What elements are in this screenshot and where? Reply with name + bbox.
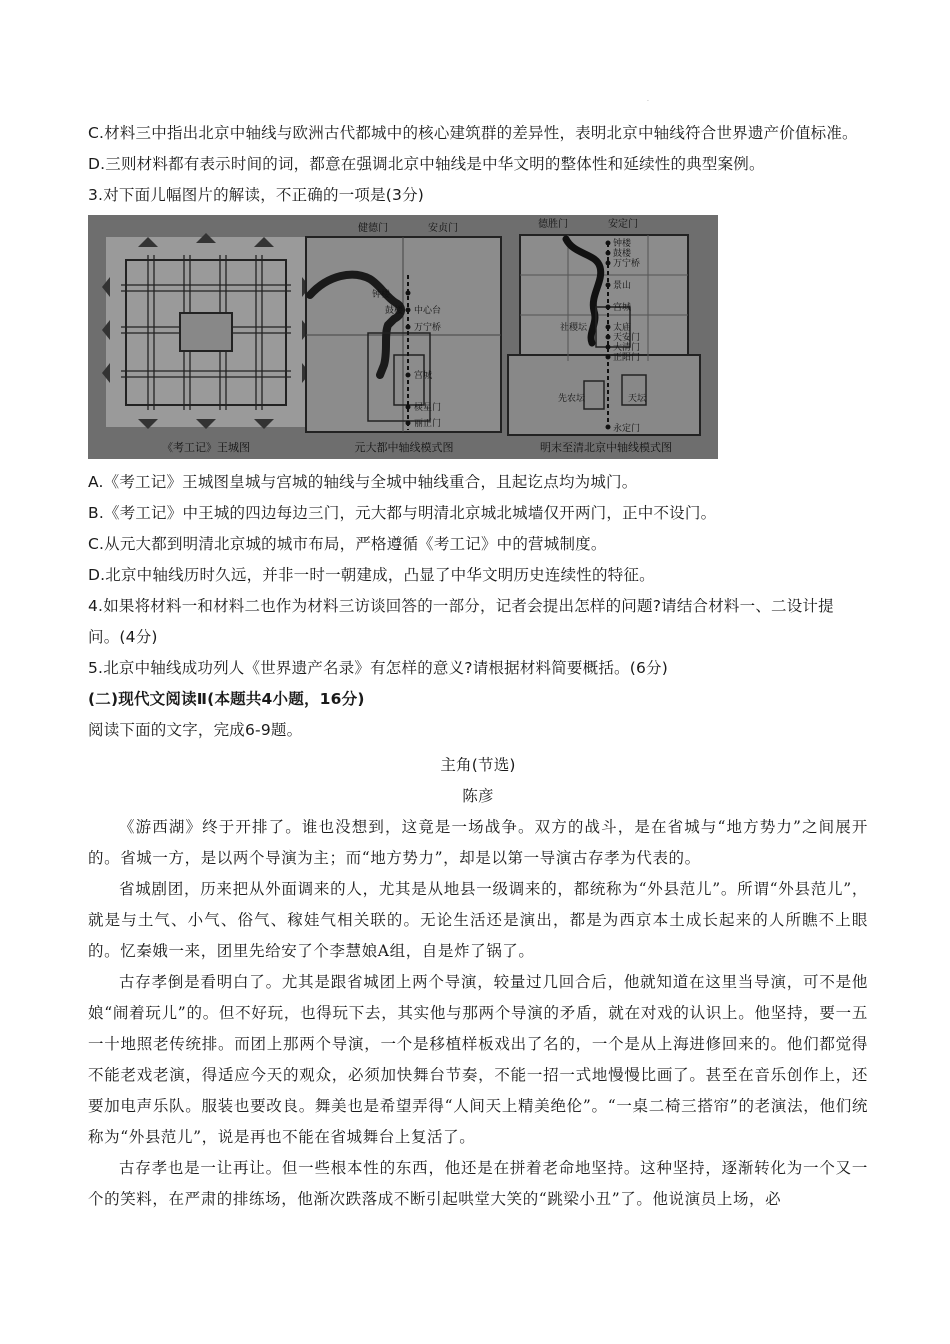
- ming-bell-tower: 钟楼: [613, 239, 632, 249]
- yuan-drum-tower: 鼓楼: [385, 306, 404, 316]
- ming-tiananmen: 天安门: [613, 333, 641, 343]
- ming-jingshan: 景山: [613, 281, 632, 291]
- yuan-lingxing-gate: 棂星门: [414, 403, 442, 413]
- q2-option-d: D.三则材料都有表示时间的词，都意在强调北京中轴线是中华文明的整体性和延续性的典型案例。: [88, 155, 765, 173]
- passage-title: 主角(节选): [440, 756, 516, 774]
- ming-taimiao: 太庙: [613, 323, 632, 333]
- yuan-bell-tower: 钟楼: [372, 290, 391, 300]
- q3-option-d: D.北京中轴线历时久远，并非一时一朝建成，凸显了中华文明历史连续性的特征。: [88, 566, 655, 584]
- ming-daqing-gate: 大清门: [613, 343, 641, 353]
- question-5: 5.北京中轴线成功列人《世界遗产名录》有怎样的意义?请根据材料简要概括。(6分): [88, 659, 668, 677]
- ming-gate-desheng: 德胜门: [538, 219, 568, 230]
- q2-option-c: C.材料三中指出北京中轴线与欧洲古代都城中的核心建筑群的差异性，表明北京中轴线符合世界遗产价值标准。: [88, 124, 858, 142]
- section-2-heading: (二)现代文阅读Ⅱ(本题共4小题，16分): [88, 690, 365, 708]
- q3-option-b: B.《考工记》中王城的四边每边三门，元大都与明清北京城北城墙仅开两门，正中不设门。: [88, 504, 717, 522]
- ming-tiantan: 天坛: [628, 394, 647, 404]
- ming-xiannong-altar: 先农坛: [558, 394, 586, 404]
- passage-paragraph: 古存孝也是一让再让。但一些根本性的东西，他还是在拼着老命地坚持。这种坚持，逐渐转化为一个又一个的笑料，在严肃的排练场，他渐次跌落成不断引起哄堂大笑的“跳梁小丑”了。他说演员上场，必: [88, 1159, 868, 1208]
- passage-author: 陈彦: [462, 787, 494, 805]
- yuan-gate-anzhen: 安贞门: [428, 223, 458, 234]
- reading-instruction: 阅读下面的文字，完成6-9题。: [88, 721, 303, 739]
- ming-drum-tower: 鼓楼: [613, 249, 632, 259]
- ming-gate-anding: 安定门: [608, 219, 638, 230]
- ming-wanning-bridge: 万宁桥: [613, 259, 641, 269]
- ming-sheji-altar: 社稷坛: [560, 323, 588, 333]
- yuan-gate-jiande: 健德门: [358, 223, 388, 234]
- passage-paragraph: 省城剧团，历来把从外面调来的人，尤其是从地县一级调来的，都统称为“外县范儿”。所谓“外县范儿”，就是与土气、小气、俗气、稼娃气相关联的。无论生活还是演出，都是为西京本土成长起来的人所瞧不上眼的。忆秦娥一来，团里先给安了个李慧娘A组，自是炸了锅了。: [88, 880, 868, 960]
- passage-paragraph: 《游西湖》终于开排了。谁也没想到，这竟是一场战争。双方的战斗，是在省城与“地方势力”之间展开的。省城一方，是以两个导演为主；而“地方势力”，却是以第一导演古存孝为代表的。: [88, 818, 868, 867]
- question-4: 4.如果将材料一和材料二也作为材料三访谈回答的一部分，记者会提出怎样的问题?请结合材料一、二设计提问。(4分): [88, 597, 834, 646]
- passage-paragraph: 古存孝倒是看明白了。尤其是跟省城团上两个导演，较量过几回合后，他就知道在这里当导演，可不是他娘“闹着玩儿”的。但不好玩，也得玩下去，其实他与那两个导演的矛盾，就在对戏的认识上。他坚持，要一五一十地照老传统排。而团上那两个导演，一个是移植样板戏出了名的，一个是从上海进修回来的。他们都觉得不能老戏老演，得适应今天的观众，必须加快舞台节奏，不能一招一式地慢慢比画了。甚至在音乐创作上，还要加电声乐队。服装也要改良。舞美也是希望弄得“人间天上精美绝伦”。“一桌二椅三搭帘”的老演法，他们统称为“外县范儿”，说是再也不能在省城舞台上复活了。: [88, 973, 868, 1146]
- ming-yongding-gate: 永定门: [613, 424, 641, 434]
- ming-palace-city: 宫城: [613, 303, 632, 313]
- ming-zhengyang-gate: 正阳门: [613, 353, 641, 363]
- q3-option-c: C.从元大都到明清北京城的城市布局，严格遵循《考工记》中的营城制度。: [88, 535, 607, 553]
- exam-page: [88, 118, 868, 1215]
- yuan-center-terrace: 中心台: [414, 306, 442, 316]
- caption-wangcheng: 《考工记》王城图: [162, 441, 250, 454]
- q3-stem: 3.对下面儿幅图片的解读，不正确的一项是(3分): [88, 186, 425, 204]
- yuan-wanning-bridge: 万宁桥: [414, 323, 442, 333]
- scan-dot: ·: [647, 98, 649, 105]
- ming-qing-map: [508, 217, 700, 454]
- axis-maps-figure: [88, 215, 718, 459]
- yuan-lizheng-gate: 丽正门: [414, 419, 442, 429]
- caption-ming-qing: 明末至清北京中轴线模式图: [540, 441, 672, 454]
- wangcheng-diagram: [102, 233, 310, 454]
- figure-svg: [88, 215, 718, 459]
- q3-option-a: A.《考工记》王城图皇城与宫城的轴线与全城中轴线重合，且起讫点均为城门。: [88, 473, 638, 491]
- yuan-dadu-map: [306, 221, 501, 454]
- caption-yuan: 元大都中轴线模式图: [354, 441, 454, 454]
- yuan-palace-city: 宫城: [414, 371, 433, 381]
